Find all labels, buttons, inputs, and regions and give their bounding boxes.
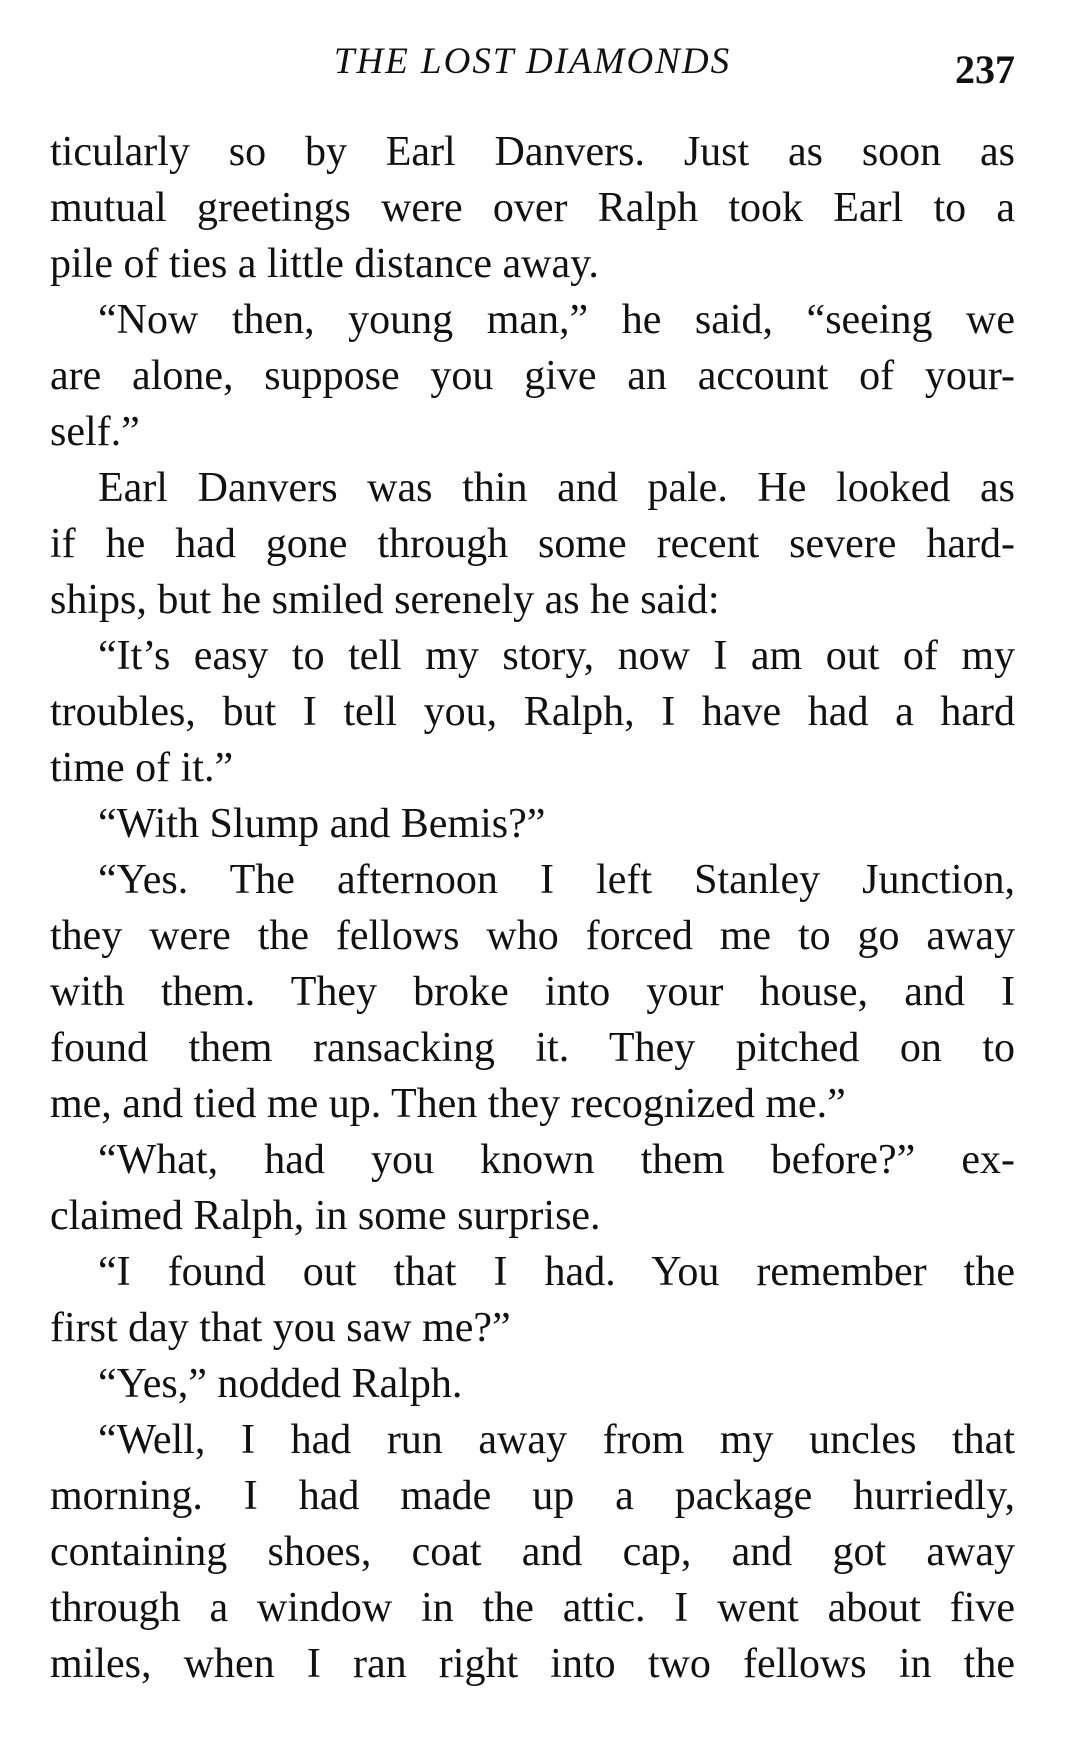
text-line: morning. I had made up a package hurriedly, [50, 1473, 1015, 1519]
text-line: “It’s easy to tell my story, now I am out of my [98, 633, 1015, 679]
text-line: troubles, but I tell you, Ralph, I have had a hard [50, 689, 1015, 735]
running-title: THE LOST DIAMONDS [333, 41, 732, 82]
text-line: through a window in the attic. I went about five [50, 1585, 1015, 1631]
text-line: pile of ties a little distance away. [50, 241, 599, 287]
text-line: first day that you saw me?” [50, 1305, 511, 1351]
text-line: “What, had you known them before?” ex- [98, 1137, 1015, 1183]
text-line: they were the fellows who forced me to go away [50, 913, 1015, 959]
text-line: “Well, I had run away from my uncles that [98, 1417, 1015, 1463]
text-line: mutual greetings were over Ralph took Earl to a [50, 185, 1015, 231]
text-line: “I found out that I had. You remember the [98, 1249, 1015, 1295]
text-line: “Yes. The afternoon I left Stanley Junction, [98, 857, 1015, 903]
text-line: containing shoes, coat and cap, and got away [50, 1529, 1015, 1575]
text-line: if he had gone through some recent severe hard- [50, 521, 1015, 567]
text-line: are alone, suppose you give an account of your- [50, 353, 1015, 399]
text-line: “Yes,” nodded Ralph. [98, 1361, 463, 1407]
text-line: me, and tied me up. Then they recognized me.” [50, 1081, 846, 1127]
text-line: time of it.” [50, 745, 234, 791]
text-line: claimed Ralph, in some surprise. [50, 1193, 601, 1239]
body-text [50, 124, 1015, 1692]
text-line: found them ransacking it. They pitched on to [50, 1025, 1015, 1071]
text-line: “With Slump and Bemis?” [98, 801, 546, 847]
text-line: self.” [50, 409, 140, 455]
text-line: ticularly so by Earl Danvers. Just as soon as [50, 129, 1015, 175]
text-line: ships, but he smiled serenely as he said: [50, 577, 720, 623]
page-number: 237 [955, 47, 1015, 92]
text-line: Earl Danvers was thin and pale. He looked as [98, 465, 1015, 511]
page-header [50, 36, 1015, 92]
text-line: with them. They broke into your house, and I [50, 969, 1015, 1015]
text-line: miles, when I ran right into two fellows in the [50, 1641, 1015, 1687]
text-line: “Now then, young man,” he said, “seeing we [98, 297, 1015, 343]
